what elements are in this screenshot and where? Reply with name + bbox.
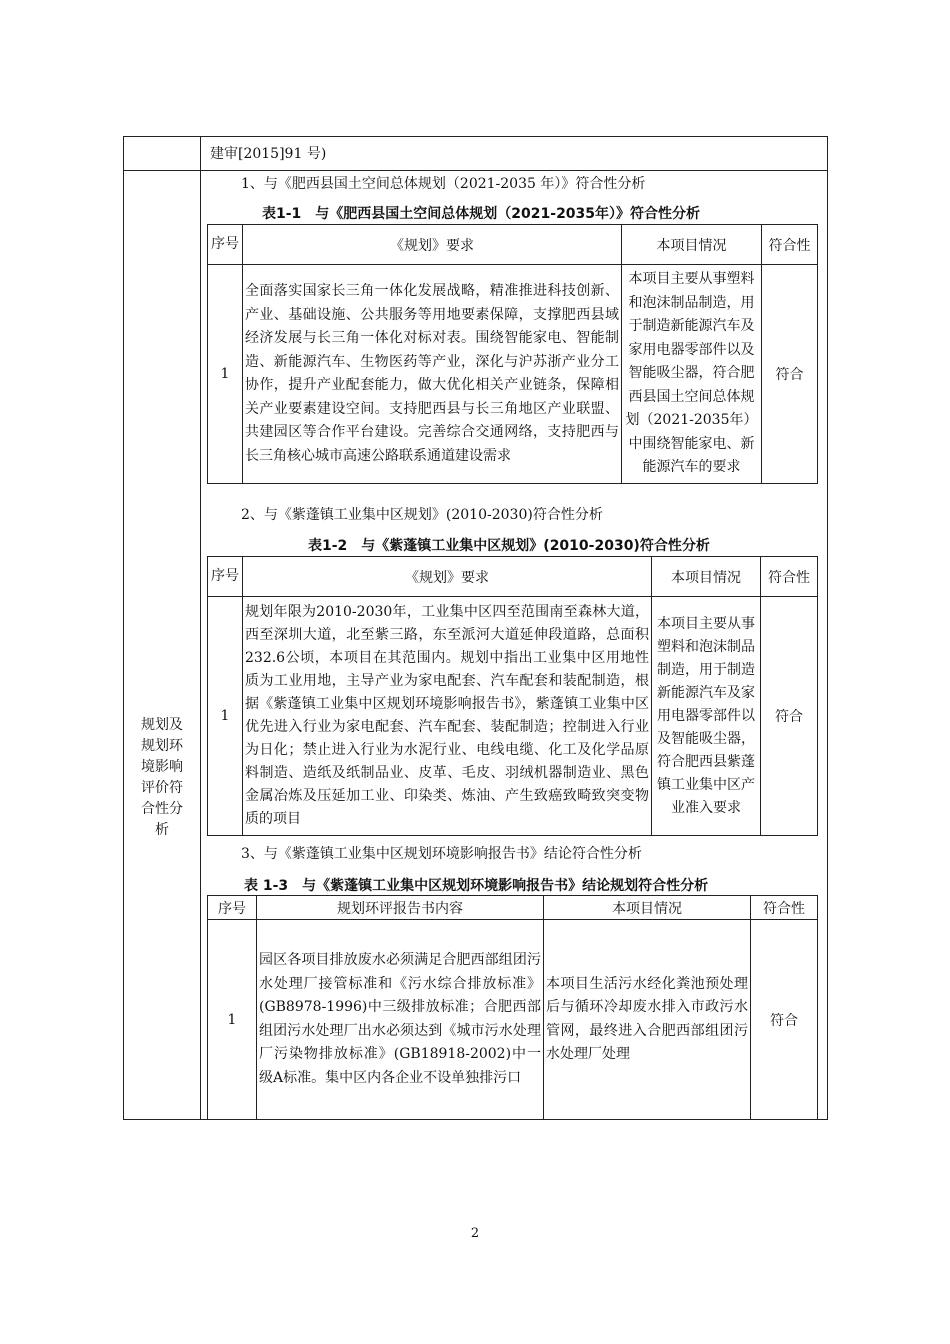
table3-caption: 表 1-3 与《紫蓬镇工业集中区规划环境影响报告书》结论规划符合性分析	[244, 878, 709, 894]
table1-caption: 表1-1 与《肥西县国土空间总体规划（2021-2035年）》符合性分析	[262, 206, 701, 222]
table3-header-conformity: 符合性	[751, 896, 818, 920]
page-number: 2	[470, 1226, 480, 1241]
table3	[207, 895, 818, 1120]
table1-row-requirement: 全面落实国家长三角一体化发展战略，精准推进科技创新、产业、基础设施、公共服务等用地要素保障，支撑肥西县域经济发展与长三角一体化对标对表。围绕智能家电、智能制造、新能源汽车、生物医药等产业，深化与沪苏浙产业分工协作，提升产业配套能力，做大优化相关产业链条，保障相关产业要素建设空间。支持肥西县与长三角地区产业联盟、共建园区等合作平台建设。完善综合交通网络，支持肥西与长三角核心城市高速公路联系通道建设需求	[243, 265, 622, 484]
table2-row-project: 本项目主要从事塑料和泡沫制品制造，用于制造新能源汽车及家用电器零部件以及智能吸尘器，符合肥西县紫蓬镇工业集中区产业准入要求	[652, 597, 761, 836]
table2-header-no: 序号	[208, 557, 243, 597]
section2-heading: 2、与《紫蓬镇工业集中区规划》(2010-2030)符合性分析	[241, 507, 603, 523]
table2-row-requirement: 规划年限为2010-2030年，工业集中区四至范围南至森林大道，西至深圳大道，北至紫三路，东至派河大道延伸段道路，总面积232.6公顷，本项目在其范围内。规划中指出工业集中区用地性质为工业用地，主导产业为家电配套、汽车配套和装配制造，根据《紫蓬镇工业集中区规划环境影响报告书》，紫蓬镇工业集中区优先进入行业为家电配套、汽车配套、装配制造；控制进入行业为日化；禁止进入行业为水泥行业、电线电缆、化工及化学品原料制造、造纸及纸制品业、皮革、毛皮、羽绒机器制造业、黑色金属冶炼及压延加工业、印染类、炼油、产生致癌致畸致突变物质的项目	[243, 597, 652, 836]
table2-header-project: 本项目情况	[652, 557, 761, 597]
table2-row-conformity: 符合	[761, 597, 818, 836]
table1-header-conformity: 符合性	[762, 225, 818, 265]
table2-header-conformity: 符合性	[761, 557, 818, 597]
table3-header-project: 本项目情况	[544, 896, 751, 920]
table1-row-project: 本项目主要从事塑料和泡沫制品制造，用于制造新能源汽车及家用电器零部件以及智能吸尘器，符合肥西县国土空间总体规划（2021-2035年）中围绕智能家电、新能源汽车的要求	[622, 265, 762, 484]
table1	[207, 224, 818, 484]
table2-header-requirement: 《规划》要求	[243, 557, 652, 597]
row-divider	[124, 170, 827, 171]
table2	[207, 556, 818, 836]
table1-header-requirement: 《规划》要求	[243, 225, 622, 265]
table3-row-no: 1	[208, 920, 257, 1120]
table3-header-no: 序号	[208, 896, 257, 920]
column-divider	[200, 137, 201, 1119]
table1-header-project: 本项目情况	[622, 225, 762, 265]
reference-text: 建审[2015]91 号)	[210, 146, 327, 162]
table3-row-project: 本项目生活污水经化粪池预处理后与循环冷却废水排入市政污水管网，最终进入合肥西部组团污水处理厂处理	[544, 920, 751, 1120]
table3-header-requirement: 规划环评报告书内容	[257, 896, 544, 920]
table3-row-conformity: 符合	[751, 920, 818, 1120]
table1-row-no: 1	[208, 265, 243, 484]
section1-heading: 1、与《肥西县国土空间总体规划（2021-2035 年）》符合性分析	[241, 176, 646, 192]
table1-header-no: 序号	[208, 225, 243, 265]
table2-caption: 表1-2 与《紫蓬镇工业集中区规划》(2010-2030)符合性分析	[308, 538, 710, 554]
table3-row-requirement: 园区各项目排放废水必须满足合肥西部组团污水处理厂接管标准和《污水综合排放标准》(GB8978-1996)中三级排放标准；合肥西部组团污水处理厂出水必须达到《城市污水处理厂污染物排放标准》(GB18918-2002)中一级A标准。集中区内各企业不设单独排污口	[257, 920, 544, 1120]
table1-row-conformity: 符合	[762, 265, 818, 484]
side-label: 规划及规划环境影响评价符合性分析	[141, 717, 183, 838]
section3-heading: 3、与《紫蓬镇工业集中区规划环境影响报告书》结论符合性分析	[241, 846, 642, 862]
table2-row-no: 1	[208, 597, 243, 836]
